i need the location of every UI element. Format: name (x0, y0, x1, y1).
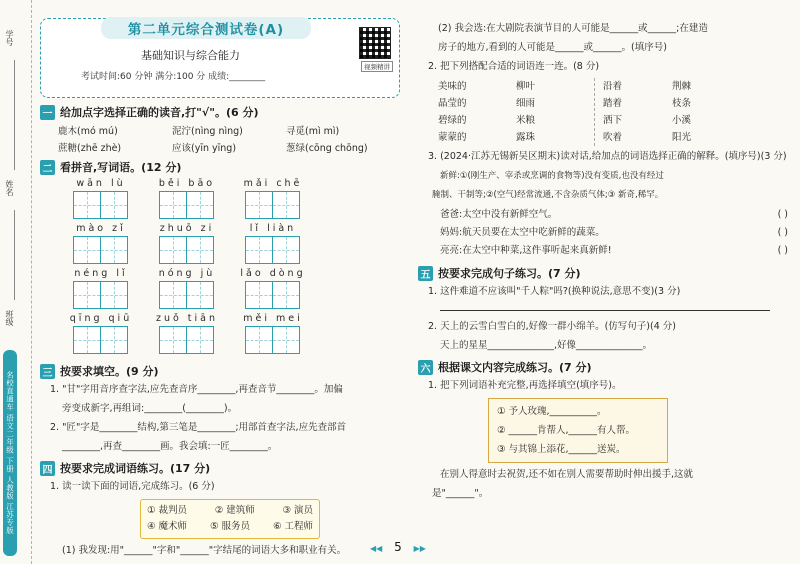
tianzi-boxes (58, 326, 144, 354)
pronunciation-item[interactable]: 蔗糖(zhē zhè) (58, 143, 122, 154)
match-word[interactable]: 晶莹的 (438, 98, 467, 109)
match-column (672, 78, 750, 146)
tianzi-cell[interactable] (272, 191, 300, 219)
question-text: 是"______"。 (432, 488, 489, 499)
page-title: 第二单元综合测试卷(A) (101, 17, 311, 39)
tianzi-cell[interactable] (245, 191, 273, 219)
answer-paren[interactable]: ( ) (777, 245, 788, 256)
question-text: (1) 我发现:用"______"字和"______"字结尾的词语大多和职业有关。 (62, 545, 347, 556)
title-box (40, 18, 400, 98)
pinyin-label: lǎo dòng (240, 268, 306, 279)
next-arrows-icon[interactable]: ▶▶ (413, 544, 426, 553)
pronunciation-item[interactable]: 鹿木(mó mú) (58, 126, 118, 137)
tianzi-cell[interactable] (245, 236, 273, 264)
pronunciation-row (58, 140, 400, 154)
pronunciation-row (58, 123, 400, 137)
tianzi-cell[interactable] (186, 236, 214, 264)
tianzi-boxes (144, 326, 230, 354)
pinyin-item (58, 313, 144, 354)
fill-item[interactable]: ② ______肯帮人,______有人帮。 (497, 425, 636, 436)
match-column (438, 78, 516, 146)
word-item: ⑤ 服务员 (209, 521, 251, 532)
question-text: 1. 这件难道不应该叫"千人粽"吗?(换种说法,意思不变)(3 分) (428, 286, 681, 297)
dialog-line: 爸爸:太空中没有新鲜空气。 (440, 209, 558, 220)
tianzi-boxes (144, 236, 230, 264)
pronunciation-item[interactable]: 葱绿(cōng chōng) (286, 143, 368, 154)
pinyin-label: néng lǐ (74, 268, 128, 279)
fill-item[interactable]: ① 予人玫瑰,__________。 (497, 406, 607, 417)
dialog-line: 亮亮:在太空中种菜,这件事听起来真新鲜! (440, 245, 612, 256)
pinyin-label: zuǒ tiān (155, 313, 219, 324)
tianzi-boxes (144, 191, 230, 219)
tianzi-boxes (230, 281, 316, 309)
spine-label-class: 班级 (5, 310, 14, 326)
tianzi-boxes (230, 191, 316, 219)
pronunciation-item[interactable]: 泥泞(nìng nìng) (172, 126, 243, 137)
section-2-heading (40, 159, 400, 175)
word-item: ② 建筑师 (214, 505, 255, 516)
question-text: 3. (2024·江苏无锡新吴区期末)读对话,给加点的词语选择正确的解释。(填序号)(3 分) (428, 151, 787, 162)
match-column (516, 78, 594, 146)
dialog-line: 妈妈:航天员要在太空中吃新鲜的蔬菜。 (440, 227, 605, 238)
match-word[interactable]: 细雨 (516, 98, 536, 109)
word-item: ④ 魔术师 (147, 521, 188, 532)
pinyin-item (58, 223, 144, 264)
pinyin-label: mào zǐ (76, 223, 126, 234)
pinyin-item (144, 313, 230, 354)
tianzi-cell[interactable] (272, 281, 300, 309)
tianzi-cell[interactable] (73, 236, 101, 264)
tianzi-boxes (58, 281, 144, 309)
qr-code-icon[interactable] (359, 27, 391, 59)
series-badge: 名校直通车 语文二年级 下册 人教版 江苏专版 (3, 350, 17, 556)
tianzi-cell[interactable] (100, 281, 128, 309)
section-4-heading (40, 460, 400, 476)
section-number: 二 (40, 160, 55, 175)
pinyin-item (230, 178, 316, 219)
spine-line (14, 60, 15, 170)
pinyin-item (144, 223, 230, 264)
fill-box (488, 398, 668, 463)
tianzi-boxes (144, 281, 230, 309)
section-1-heading (40, 104, 400, 120)
section-title: 按要求完成词语练习。(17 分) (60, 462, 211, 475)
matching-table (438, 78, 788, 146)
question-text: 1. "甘"字用音序查字法,应先查音序________,再查音节________。加偏 (50, 384, 343, 395)
pinyin-label: lǐ liàn (249, 223, 297, 234)
question-text: 旁变成新字,再组词:________(________)。 (62, 403, 238, 414)
answer-line[interactable] (440, 310, 770, 311)
section-number: 五 (418, 266, 433, 281)
dialog-row (440, 242, 788, 260)
tianzi-cell[interactable] (159, 191, 187, 219)
tianzi-cell[interactable] (100, 326, 128, 354)
pinyin-label: qīng qiū (69, 313, 133, 324)
pinyin-label: nóng jù (158, 268, 216, 279)
tianzi-cell[interactable] (100, 236, 128, 264)
tianzi-boxes (58, 236, 144, 264)
tianzi-cell[interactable] (186, 191, 214, 219)
match-word[interactable]: 洒下 (603, 115, 623, 126)
section-title: 按要求完成句子练习。(7 分) (438, 267, 581, 280)
tianzi-cell[interactable] (73, 281, 101, 309)
match-word[interactable]: 蒙蒙的 (438, 132, 467, 143)
question-text: 2. 天上的云雪白雪白的,好像一群小绵羊。(仿写句子)(4 分) (428, 321, 676, 332)
section-6-heading (418, 359, 788, 375)
fill-item[interactable]: ③ 与其锦上添花,______送炭。 (497, 444, 626, 455)
prev-arrows-icon[interactable]: ◀◀ (370, 544, 383, 553)
match-word[interactable]: 吹着 (603, 132, 623, 143)
section-5-heading (418, 265, 788, 281)
tianzi-cell[interactable] (245, 326, 273, 354)
question-text: 2. "匠"字是________结构,第三笔是________;用部首查字法,应先查部首 (50, 422, 347, 433)
section-title: 按要求填空。(9 分) (60, 365, 159, 378)
spine-label-id: 学号 (5, 30, 14, 46)
tianzi-cell[interactable] (159, 326, 187, 354)
match-word[interactable]: 阳光 (672, 132, 692, 143)
pinyin-item (230, 223, 316, 264)
tianzi-boxes (230, 326, 316, 354)
binding-spine (0, 0, 32, 564)
match-column (594, 78, 672, 146)
section-3-heading (40, 363, 400, 379)
tianzi-cell[interactable] (100, 191, 128, 219)
exam-info: 考试时间:60 分钟 满分:100 分 成绩:________ (81, 72, 266, 82)
pronunciation-item[interactable]: 应该(yīn yīng) (172, 143, 237, 154)
tianzi-boxes (230, 236, 316, 264)
match-word[interactable]: 荆棘 (672, 81, 692, 92)
tianzi-cell[interactable] (272, 236, 300, 264)
left-column (40, 18, 400, 562)
question-text: 房子的地方,看到的人可能是______或______。(填序号) (438, 42, 667, 53)
tianzi-cell[interactable] (186, 281, 214, 309)
section-title: 给加点字选择正确的读音,打"√"。(6 分) (60, 106, 259, 119)
tianzi-cell[interactable] (73, 191, 101, 219)
pinyin-item (230, 313, 316, 354)
pinyin-item (144, 268, 230, 309)
tianzi-cell[interactable] (73, 326, 101, 354)
tianzi-cell[interactable] (159, 281, 187, 309)
word-item: ③ 演员 (282, 505, 313, 516)
dialog-row (440, 206, 788, 224)
match-word[interactable]: 沿着 (603, 81, 623, 92)
match-word[interactable]: 米粮 (516, 115, 536, 126)
tianzi-cell[interactable] (272, 326, 300, 354)
page-subtitle: 基础知识与综合能力 (141, 49, 240, 62)
tianzi-boxes (58, 191, 144, 219)
word-box (140, 499, 320, 539)
page-number: 5 (394, 540, 402, 554)
pinyin-label: wān lù (76, 178, 126, 189)
spine-line (14, 210, 15, 300)
word-item: ⑥ 工程师 (272, 521, 313, 532)
right-column (418, 18, 788, 505)
pinyin-item (144, 178, 230, 219)
match-word[interactable]: 露珠 (516, 132, 536, 143)
tianzi-cell[interactable] (186, 326, 214, 354)
pinyin-label: mǎi chē (243, 178, 303, 189)
pinyin-grid (58, 178, 400, 358)
answer-paren[interactable]: ( ) (777, 227, 788, 238)
question-text: (2) 我会选:在大剧院表演节目的人可能是______或______;在建造 (438, 23, 708, 34)
match-word[interactable]: 柳叶 (516, 81, 536, 92)
spine-label-name: 姓名 (5, 180, 14, 196)
definition-text: 腌制、干制等;②(空气)经常流通,不含杂质气体;③ 新奇,稀罕。 (432, 190, 664, 200)
page-footer (370, 540, 426, 554)
match-word[interactable]: 踏着 (603, 98, 623, 109)
qr-label: 视频精讲 (361, 61, 393, 72)
pinyin-label: měi mei (243, 313, 303, 324)
section-number: 四 (40, 461, 55, 476)
match-word[interactable]: 枝条 (672, 98, 692, 109)
tianzi-cell[interactable] (245, 281, 273, 309)
question-text: ________,再查________画。我会填:一匠________。 (62, 441, 278, 452)
section-title: 根据课文内容完成练习。(7 分) (438, 361, 592, 374)
question-text: 2. 把下列搭配合适的词语连一连。(8 分) (428, 61, 600, 72)
answer-paren[interactable]: ( ) (777, 209, 788, 220)
pronunciation-item[interactable]: 寻觅(mì mì) (286, 126, 340, 137)
question-text: 1. 读一读下面的词语,完成练习。(6 分) (50, 481, 215, 492)
pinyin-item (58, 268, 144, 309)
pinyin-label: běi bāo (158, 178, 216, 189)
pinyin-item (230, 268, 316, 309)
match-word[interactable]: 碧绿的 (438, 115, 467, 126)
pinyin-label: zhuō zi (159, 223, 215, 234)
section-number: 六 (418, 360, 433, 375)
dialog-row (440, 224, 788, 242)
pinyin-item (58, 178, 144, 219)
word-item: ① 裁判员 (147, 505, 188, 516)
question-text: 在别人得意时去祝贺,还不如在别人需要帮助时伸出援手,这就 (440, 469, 694, 480)
definition-text: 新鲜:①(刚生产、宰杀或烹调的食物等)没有变质,也没有经过 (440, 171, 664, 181)
section-number: 三 (40, 364, 55, 379)
match-word[interactable]: 美味的 (438, 81, 467, 92)
question-text: 天上的星星______________,好像______________。 (440, 340, 653, 351)
section-number: 一 (40, 105, 55, 120)
tianzi-cell[interactable] (159, 236, 187, 264)
question-text: 1. 把下列词语补充完整,再选择填空(填序号)。 (428, 380, 622, 391)
match-word[interactable]: 小溪 (672, 115, 692, 126)
section-title: 看拼音,写词语。(12 分) (60, 161, 182, 174)
